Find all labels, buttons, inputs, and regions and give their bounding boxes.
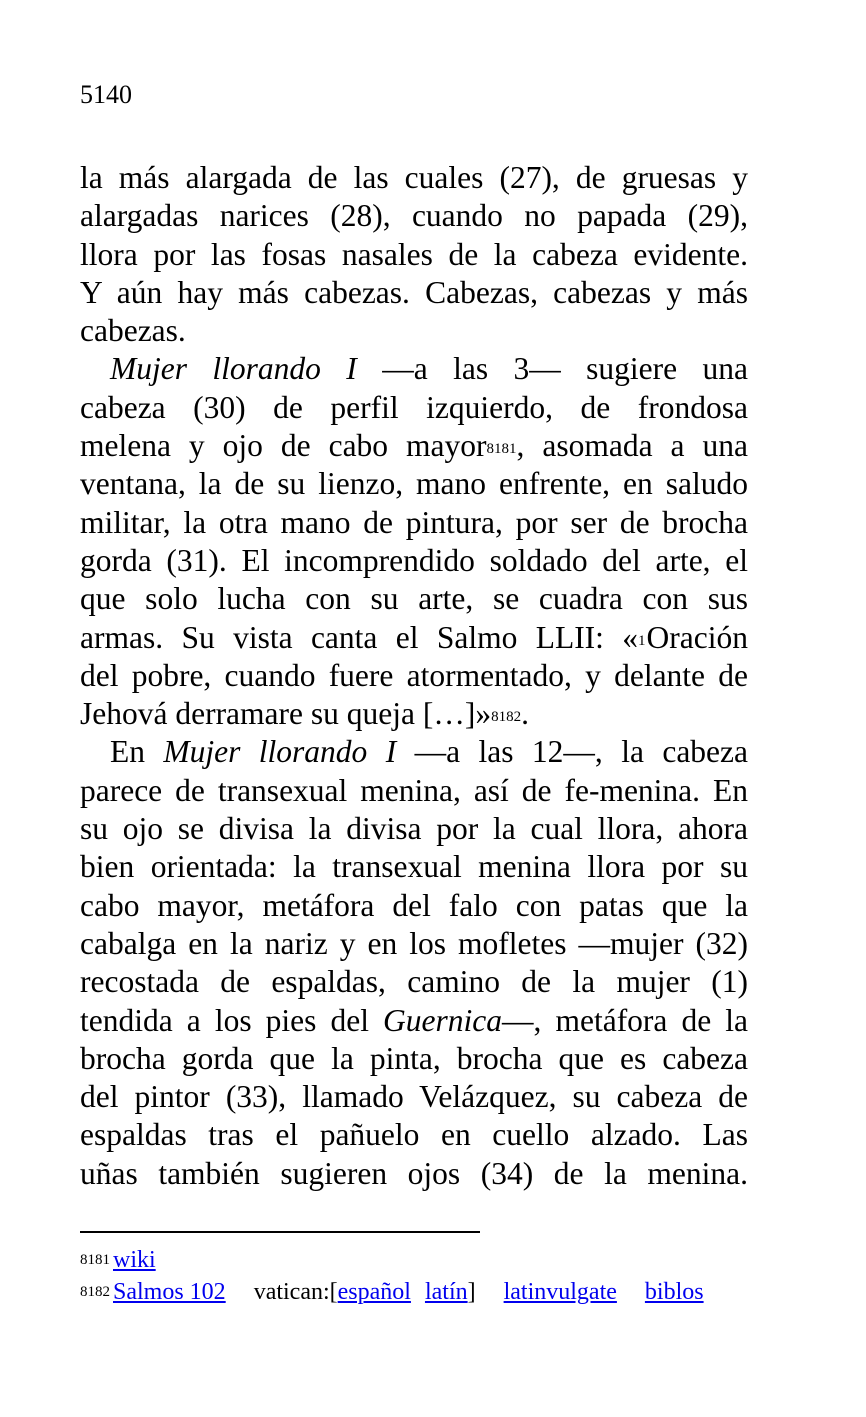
footnotes [80,1244,780,1308]
page-number: 5140 [80,80,132,109]
text-span: —a las 3— sugiere una [356,351,748,387]
footnote-reference[interactable]: 8181 [486,441,517,458]
text-line: cabeza (30) de perfil izquierdo, de frondosa [80,389,748,425]
footnote-8181 [80,1244,780,1276]
latin-link[interactable]: latín [424,1279,468,1305]
footnote-number: 8182 [80,1284,110,1300]
text-line: cabalga en la nariz y en los mofletes —mujer (32) [80,925,748,961]
paragraph-3-line-1 [80,733,748,771]
text-line: brocha gorda que la pinta, brocha que es cabeza [80,1040,748,1076]
artwork-title: Guernica [383,1002,503,1038]
salmos-link[interactable]: Salmos 102 [113,1279,226,1305]
text-line-with-footnote-8181 [80,427,748,465]
text-span: Jehová derramare su queja […]» [80,696,492,732]
text-line: del pintor (33), llamado Velázquez, su cabeza de [80,1079,748,1115]
biblos-link[interactable]: biblos [644,1279,704,1305]
text-line-with-title [80,1002,748,1040]
footnote-divider [80,1231,480,1233]
text-line: militar, la otra mano de pintura, por ser de brocha [80,504,748,540]
text-line: bien orientada: la transexual menina llora por su [80,849,748,885]
text-line: Y aún hay más cabezas. Cabezas, cabezas y más [80,274,748,310]
text-line: que solo lucha con su arte, se cuadra con sus [80,581,748,617]
text-span: . [521,696,529,732]
text-span: , asomada a una [516,428,748,464]
text-line: alargadas narices (28), cuando no papada (29), [80,198,748,234]
text-line: cabo mayor, metáfora del falo con patas que la [80,887,748,923]
footnote-8182 [80,1276,780,1308]
footnote-reference[interactable]: 8182 [491,709,522,726]
text-line: su ojo se divisa la divisa por la cual llora, ahora [80,811,748,847]
text-span: melena y ojo de cabo mayor [80,428,487,464]
text-span: —, metáfora de la [502,1002,749,1038]
vatican-suffix: ] [467,1279,476,1305]
body-text [80,159,748,1193]
text-line: del pobre, cuando fuere atormentado, y delante de [80,657,748,693]
artwork-title: Mujer llorando I [163,734,397,770]
text-line: parece de transexual menina, así de fe-menina. En [80,772,748,808]
wiki-link[interactable]: wiki [113,1247,156,1273]
text-line-with-verse [80,619,748,657]
verse-number: 1 [638,632,646,649]
text-span: —a las 12—, la cabeza [396,734,748,770]
espanol-link[interactable]: español [337,1279,411,1305]
text-span: Oración [646,619,748,655]
text-line: recostada de espaldas, camino de la mujer (1) [80,964,748,1000]
text-line: cabezas. [80,313,186,349]
text-line: espaldas tras el pañuelo en cuello alzado. Las [80,1117,748,1153]
footnote-number: 8181 [80,1252,110,1268]
text-line: gorda (31). El incomprendido soldado del arte, el [80,542,748,578]
artwork-title: Mujer llorando I [110,351,357,387]
text-span: En [110,734,164,770]
text-span: tendida a los pies del [80,1002,384,1038]
latinvulgate-link[interactable]: latinvulgate [503,1279,617,1305]
paragraph-2-line-1 [80,350,748,388]
text-line-with-footnote-8182 [80,695,748,733]
text-span: armas. Su vista canta el Salmo LLII: « [80,619,639,655]
text-line: la más alargada de las cuales (27), de gruesas y [80,160,748,195]
vatican-prefix: vatican:[ [253,1279,338,1305]
text-line: uñas también sugieren ojos (34) de la menina. [80,1155,748,1191]
text-line: llora por las fosas nasales de la cabeza evidente. [80,236,748,272]
text-line: ventana, la de su lienzo, mano enfrente, en saludo [80,466,748,502]
